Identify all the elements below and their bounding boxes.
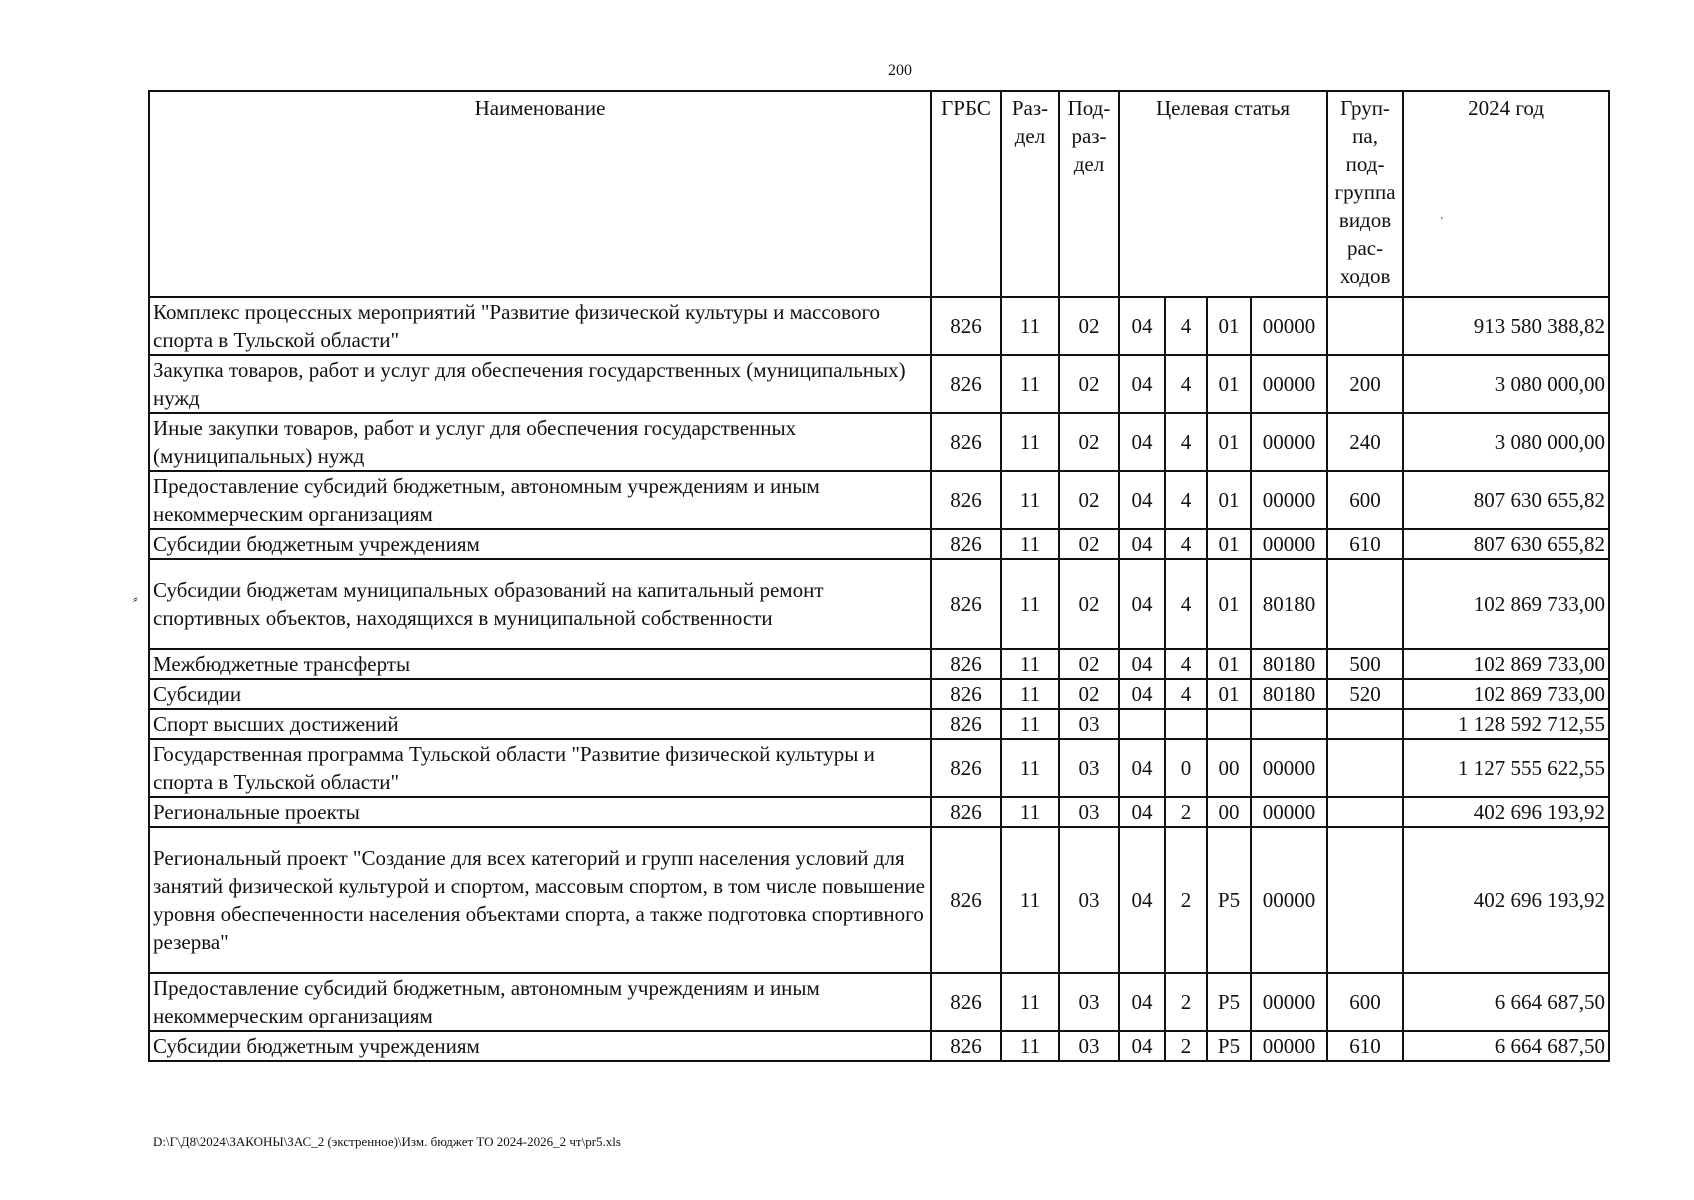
- row-target-4: 00000: [1251, 827, 1327, 973]
- row-amount: 807 630 655,82: [1403, 471, 1609, 529]
- header-year: 2024 год: [1403, 91, 1609, 297]
- row-podrazdel: 02: [1059, 413, 1119, 471]
- row-target-4: 00000: [1251, 739, 1327, 797]
- row-podrazdel: 03: [1059, 709, 1119, 739]
- row-grbs: 826: [931, 559, 1001, 649]
- row-group: [1327, 739, 1403, 797]
- header-group: Груп- па, под- группа видов рас- ходов: [1327, 91, 1403, 297]
- row-name: Субсидии бюджетным учреждениям: [149, 529, 931, 559]
- row-podrazdel: 02: [1059, 559, 1119, 649]
- row-name: Иные закупки товаров, работ и услуг для обеспечения государственных (муниципальных) нужд: [149, 413, 931, 471]
- row-name: Закупка товаров, работ и услуг для обеспечения государственных (муниципальных) нужд: [149, 355, 931, 413]
- row-target-4: 00000: [1251, 297, 1327, 355]
- row-target-2: 2: [1165, 973, 1207, 1031]
- row-target-1: 04: [1119, 529, 1165, 559]
- row-razdel: 11: [1001, 529, 1059, 559]
- row-amount: 3 080 000,00: [1403, 413, 1609, 471]
- row-amount: 913 580 388,82: [1403, 297, 1609, 355]
- row-amount: 1 128 592 712,55: [1403, 709, 1609, 739]
- row-razdel: 11: [1001, 827, 1059, 973]
- row-podrazdel: 03: [1059, 739, 1119, 797]
- row-target-4: [1251, 709, 1327, 739]
- row-group: [1327, 797, 1403, 827]
- row-group: 500: [1327, 649, 1403, 679]
- row-name: Государственная программа Тульской области "Развитие физической культуры и спорта в Тульской области": [149, 739, 931, 797]
- row-group: [1327, 709, 1403, 739]
- row-group: [1327, 827, 1403, 973]
- row-target-3: [1207, 709, 1251, 739]
- row-target-3: 01: [1207, 559, 1251, 649]
- row-group: [1327, 297, 1403, 355]
- row-razdel: 11: [1001, 471, 1059, 529]
- table-header: [149, 91, 1609, 297]
- row-target-1: 04: [1119, 797, 1165, 827]
- row-target-4: 00000: [1251, 471, 1327, 529]
- row-grbs: 826: [931, 679, 1001, 709]
- row-target-3: 00: [1207, 739, 1251, 797]
- row-target-4: 00000: [1251, 973, 1327, 1031]
- row-target-3: 01: [1207, 413, 1251, 471]
- row-name: Субсидии: [149, 679, 931, 709]
- row-target-1: 04: [1119, 297, 1165, 355]
- row-group: 200: [1327, 355, 1403, 413]
- row-razdel: 11: [1001, 1031, 1059, 1061]
- header-name: Наименование: [149, 91, 931, 297]
- row-target-2: 0: [1165, 739, 1207, 797]
- row-target-2: 2: [1165, 1031, 1207, 1061]
- table-row: [149, 355, 1609, 413]
- row-name: Субсидии бюджетам муниципальных образований на капитальный ремонт спортивных объектов, находящихся в муниципальной собственности: [149, 559, 931, 649]
- row-name: Спорт высших достижений: [149, 709, 931, 739]
- row-target-2: 2: [1165, 797, 1207, 827]
- row-razdel: 11: [1001, 797, 1059, 827]
- page-number: 200: [888, 62, 912, 79]
- row-target-4: 80180: [1251, 649, 1327, 679]
- row-target-3: 01: [1207, 679, 1251, 709]
- row-grbs: 826: [931, 297, 1001, 355]
- row-grbs: 826: [931, 529, 1001, 559]
- row-target-1: 04: [1119, 471, 1165, 529]
- row-amount: 402 696 193,92: [1403, 797, 1609, 827]
- header-razdel: Раз- дел: [1001, 91, 1059, 297]
- budget-table: [148, 90, 1610, 1062]
- row-amount: 807 630 655,82: [1403, 529, 1609, 559]
- row-grbs: 826: [931, 827, 1001, 973]
- row-amount: 6 664 687,50: [1403, 1031, 1609, 1061]
- row-podrazdel: 02: [1059, 297, 1119, 355]
- row-name: Субсидии бюджетным учреждениям: [149, 1031, 931, 1061]
- row-group: 600: [1327, 973, 1403, 1031]
- row-target-2: 2: [1165, 827, 1207, 973]
- row-podrazdel: 02: [1059, 529, 1119, 559]
- row-target-1: 04: [1119, 559, 1165, 649]
- header-target: Целевая статья: [1119, 91, 1327, 297]
- row-podrazdel: 02: [1059, 649, 1119, 679]
- row-podrazdel: 03: [1059, 827, 1119, 973]
- row-grbs: 826: [931, 709, 1001, 739]
- row-target-2: [1165, 709, 1207, 739]
- row-grbs: 826: [931, 739, 1001, 797]
- row-target-1: 04: [1119, 355, 1165, 413]
- table-row: [149, 827, 1609, 973]
- row-target-1: 04: [1119, 827, 1165, 973]
- row-razdel: 11: [1001, 297, 1059, 355]
- header-grbs: ГРБС: [931, 91, 1001, 297]
- row-amount: 6 664 687,50: [1403, 973, 1609, 1031]
- table-row: [149, 471, 1609, 529]
- row-grbs: 826: [931, 413, 1001, 471]
- row-target-1: 04: [1119, 1031, 1165, 1061]
- table-row: [149, 797, 1609, 827]
- row-target-1: 04: [1119, 649, 1165, 679]
- row-group: 240: [1327, 413, 1403, 471]
- header-podrazdel: Под- раз- дел: [1059, 91, 1119, 297]
- row-target-2: 4: [1165, 529, 1207, 559]
- row-target-3: 01: [1207, 297, 1251, 355]
- row-name: Региональные проекты: [149, 797, 931, 827]
- row-target-4: 00000: [1251, 413, 1327, 471]
- table-row: [149, 679, 1609, 709]
- row-target-2: 4: [1165, 559, 1207, 649]
- row-podrazdel: 03: [1059, 797, 1119, 827]
- row-target-1: 04: [1119, 679, 1165, 709]
- row-target-3: 00: [1207, 797, 1251, 827]
- row-name: Межбюджетные трансферты: [149, 649, 931, 679]
- row-amount: 3 080 000,00: [1403, 355, 1609, 413]
- row-group: 600: [1327, 471, 1403, 529]
- row-amount: 402 696 193,92: [1403, 827, 1609, 973]
- row-amount: 102 869 733,00: [1403, 559, 1609, 649]
- row-target-3: P5: [1207, 973, 1251, 1031]
- row-podrazdel: 02: [1059, 471, 1119, 529]
- row-target-3: P5: [1207, 1031, 1251, 1061]
- row-name: Предоставление субсидий бюджетным, автономным учреждениям и иным некоммерческим организациям: [149, 471, 931, 529]
- row-razdel: 11: [1001, 709, 1059, 739]
- row-target-4: 00000: [1251, 797, 1327, 827]
- table-row: [149, 709, 1609, 739]
- table-row: [149, 297, 1609, 355]
- row-target-1: 04: [1119, 973, 1165, 1031]
- row-group: [1327, 559, 1403, 649]
- row-podrazdel: 02: [1059, 355, 1119, 413]
- row-target-3: P5: [1207, 827, 1251, 973]
- row-grbs: 826: [931, 355, 1001, 413]
- stray-mark: ': [1441, 216, 1443, 227]
- row-target-4: 00000: [1251, 529, 1327, 559]
- row-target-2: 4: [1165, 413, 1207, 471]
- row-razdel: 11: [1001, 973, 1059, 1031]
- margin-mark: ⸗: [133, 592, 138, 607]
- row-razdel: 11: [1001, 649, 1059, 679]
- row-podrazdel: 02: [1059, 679, 1119, 709]
- row-target-3: 01: [1207, 529, 1251, 559]
- row-grbs: 826: [931, 973, 1001, 1031]
- row-grbs: 826: [931, 649, 1001, 679]
- row-razdel: 11: [1001, 559, 1059, 649]
- row-target-3: 01: [1207, 649, 1251, 679]
- row-podrazdel: 03: [1059, 1031, 1119, 1061]
- row-target-4: 80180: [1251, 559, 1327, 649]
- table-row: [149, 413, 1609, 471]
- table-row: [149, 739, 1609, 797]
- table-row: [149, 529, 1609, 559]
- row-name: Региональный проект "Создание для всех категорий и групп населения условий для занятий физической культурой и спортом, массовым спортом, в том числе повышение уровня обеспеченности населения объектами спорта, а также подготовка спортивного резерва": [149, 827, 931, 973]
- row-razdel: 11: [1001, 679, 1059, 709]
- row-target-4: 00000: [1251, 1031, 1327, 1061]
- row-razdel: 11: [1001, 355, 1059, 413]
- row-grbs: 826: [931, 797, 1001, 827]
- row-razdel: 11: [1001, 739, 1059, 797]
- row-target-4: 80180: [1251, 679, 1327, 709]
- row-target-3: 01: [1207, 355, 1251, 413]
- table-body: [149, 297, 1609, 1061]
- table-row: [149, 1031, 1609, 1061]
- row-name: Комплекс процессных мероприятий "Развитие физической культуры и массового спорта в Тульской области": [149, 297, 931, 355]
- row-target-2: 4: [1165, 649, 1207, 679]
- table-row: [149, 973, 1609, 1031]
- row-target-2: 4: [1165, 679, 1207, 709]
- table-row: [149, 559, 1609, 649]
- footer-file-path: D:\Г\Д8\2024\ЗАКОНЫ\ЗАС_2 (экстренное)\Изм. бюджет ТО 2024-2026_2 чт\pr5.xls: [153, 1134, 621, 1149]
- row-target-3: 01: [1207, 471, 1251, 529]
- row-amount: 102 869 733,00: [1403, 679, 1609, 709]
- row-target-2: 4: [1165, 471, 1207, 529]
- row-target-1: 04: [1119, 413, 1165, 471]
- row-name: Предоставление субсидий бюджетным, автономным учреждениям и иным некоммерческим организациям: [149, 973, 931, 1031]
- row-group: 610: [1327, 1031, 1403, 1061]
- row-target-1: 04: [1119, 739, 1165, 797]
- row-grbs: 826: [931, 1031, 1001, 1061]
- row-razdel: 11: [1001, 413, 1059, 471]
- row-target-1: [1119, 709, 1165, 739]
- row-group: 610: [1327, 529, 1403, 559]
- row-grbs: 826: [931, 471, 1001, 529]
- row-group: 520: [1327, 679, 1403, 709]
- row-target-4: 00000: [1251, 355, 1327, 413]
- table-row: [149, 649, 1609, 679]
- row-target-2: 4: [1165, 297, 1207, 355]
- row-amount: 102 869 733,00: [1403, 649, 1609, 679]
- row-amount: 1 127 555 622,55: [1403, 739, 1609, 797]
- row-podrazdel: 03: [1059, 973, 1119, 1031]
- row-target-2: 4: [1165, 355, 1207, 413]
